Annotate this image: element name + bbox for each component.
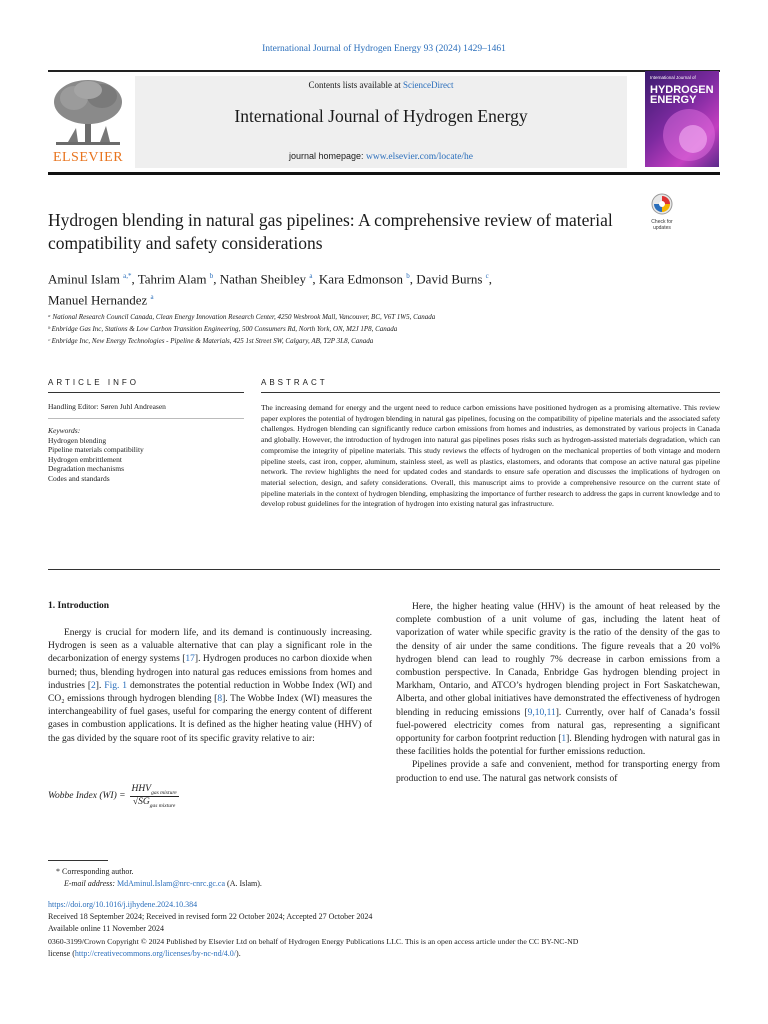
article-title: Hydrogen blending in natural gas pipelines: A comprehensive review of material compatibility and safety considerations — [48, 210, 613, 253]
abstract-heading: ABSTRACT — [261, 378, 328, 387]
intro-right-column — [396, 601, 720, 786]
license-link[interactable]: http://creativecommons.org/licenses/by-nc-nd/4.0/ — [74, 949, 237, 958]
keyword-item[interactable]: Codes and standards — [48, 473, 110, 483]
author-name[interactable]: Kara Edmonson — [318, 271, 404, 287]
footnote-rule — [48, 860, 108, 861]
intro-right-paragraph-2: Pipelines provide a safe and convenient, method for transporting energy from production to end use. The natural gas network consists of — [396, 760, 720, 784]
email-line — [64, 878, 262, 889]
available-online: Available online 11 November 2024 — [48, 924, 164, 933]
cover-title-line1: HYDROGEN — [650, 84, 714, 96]
crossmark-label-1: Check for — [651, 219, 673, 225]
license-line — [48, 948, 241, 959]
equation-numerator: HHV — [131, 784, 152, 794]
text-run: ]. Blending hydrogen with natural gas in these facilities holds the potential for further emissions reduction. — [396, 734, 720, 758]
crossmark-label-2: updates — [653, 224, 671, 231]
author-affil-mark[interactable]: a — [150, 293, 154, 302]
author-affil-mark[interactable]: a — [309, 272, 313, 280]
email-link[interactable]: MdAminul.Islam@nrc-cnrc.gc.ca — [117, 879, 226, 888]
equation-numerator-sub: gas mixture — [151, 789, 177, 796]
email-label: E-mail address: — [64, 879, 118, 888]
citation-link[interactable]: 2 — [91, 680, 96, 691]
keyword-item[interactable]: Pipeline materials compatibility — [48, 445, 144, 455]
abstract-text: The increasing demand for energy and the urgent need to reduce carbon emissions have positioned hydrogen as a promising alternative. This review paper explores the potential of hydrogen blending in natural gas pipelines, focusing on the compatibility of pipeline materials and the associated safety challenges. Hydrogen blending can significantly reduce carbon emissions from homes and industries, as demonstrated by various projects in Canada and globally. However, the introduction of hydrogen into natural gas pipelines poses risks such as hydrogen-assisted materials degradation, which can compromise the integrity of pipeline materials. This study reviews the effects of hydrogen on the mechanical properties of both vintage and modern pipeline steels, cast iron, copper, aluminum, stainless steel, as well as plastics, elastomers, and odorants that compose an active natural gas pipeline network. The review highlights the need for updated codes and standards to ensure safe operation and discusses the implications of hydrogen on material selection, design, and safety considerations. Overall, this manuscript aims to provide a comprehensive resource on the current state of pipeline materials in the context of hydrogen blending, emphasizing the importance of further research to address the gaps in current knowledge and to develop robust guidelines for the integration of hydrogen into existing natural gas infrastructure. — [261, 403, 720, 509]
cover-art-icon — [655, 105, 715, 165]
keyword-item[interactable]: Degradation mechanisms — [48, 464, 125, 474]
abstract-rule — [261, 392, 720, 393]
handling-editor: Handling Editor: Søren Juhl Andreasen — [48, 402, 166, 411]
header-thick-rule — [48, 172, 720, 175]
article-info-heading: ARTICLE INFO — [48, 378, 139, 387]
keywords-block — [48, 426, 244, 484]
header-rule — [48, 70, 720, 72]
copyright-line: 0360-3199/Crown Copyright © 2024 Published by Elsevier Ltd on behalf of Hydrogen Energy Publications LLC. This is an open access article under the CC BY-NC-ND — [48, 937, 579, 946]
author-affil-mark[interactable]: a,* — [123, 272, 132, 280]
author-list: Aminul Islam $^{a,*}$, Tahrim Alam $^b$, Nathan Sheibley $^a$, Kara Edmonson $^b$, David Burns $^c$, Manuel Hernandez $^a$ — [48, 271, 492, 308]
affiliation-a: ᵃ National Research Council Canada, Clean Energy Innovation Research Center, 4250 Wesbrook Mall, Vancouver, BC, V6T 1W5, Canada — [48, 313, 436, 321]
sciencedirect-link[interactable]: ScienceDirect — [403, 80, 454, 90]
cover-subtitle: International Journal of — [650, 75, 696, 80]
crossmark-icon — [650, 193, 674, 215]
contents-prefix: Contents lists available at — [308, 80, 403, 90]
equation-denominator: √SG — [132, 796, 150, 807]
text-run: ]. Hydrogen produces no carbon dioxide when burned; thus, blending hydrogen into natural gas reduces emissions from homes and industries [ — [48, 654, 372, 691]
received-dates: Received 18 September 2024; Received in revised form 22 October 2024; Accepted 27 October 2024 — [48, 912, 373, 921]
elsevier-tree-icon — [48, 76, 128, 148]
author-affil-mark[interactable]: b — [209, 272, 214, 280]
article-info-rule — [48, 392, 244, 393]
text-run: ]. Currently, over half of Canada’s fossil fuel-powered electricity comes from natural gas, representing a significant opportunity for carbon footprint reduction [ — [396, 707, 720, 745]
keywords-label: Keywords: — [48, 426, 81, 435]
equation-denominator-sub: gas mixture — [149, 802, 176, 809]
journal-cover[interactable] — [645, 71, 719, 167]
equation-lhs: Wobbe Index (WI) = — [48, 791, 126, 802]
wobbe-equation — [48, 784, 179, 809]
author-name[interactable]: Aminul Islam — [48, 271, 120, 287]
homepage-line — [135, 151, 627, 162]
intro-left-paragraph — [48, 627, 372, 746]
keyword-item[interactable]: Hydrogen embrittlement — [48, 454, 122, 464]
license-prefix: license ( — [48, 949, 75, 958]
text-run: Energy is crucial for modern life, and its demand is continuously increasing. Hydrogen is seen as a valuable alternative that can play a significant role in the decarbonization of energy systems [ — [48, 628, 372, 665]
citation-link[interactable]: 8 — [217, 694, 223, 705]
contents-line — [135, 80, 627, 90]
text-run: Here, the higher heating value (HHV) is the amount of heat released by the complete combustion of a unit volume of gas, including the latent heat of vaporization of water while specific gravity is the ratio of the density of the gas to the density of air under the same conditions. The figure reveals that a 20 vol% hydrogen blend can lead to roughly 7% decrease in carbon emissions from a combustion perspective. In Canada, Enbridge Gas hydrogen blending project in Markham, Ontario, and ATCO’s hydrogen blending project in Fort Saskatchewan, Alberta, and other global initiatives have demonstrated the effectiveness of hydrogen blending in reducing emissions [ — [396, 602, 720, 718]
keyword-item[interactable]: Hydrogen blending — [48, 435, 107, 445]
author-name[interactable]: David Burns — [416, 271, 483, 287]
cover-title — [650, 85, 714, 105]
author-name[interactable]: Tahrim Alam — [137, 271, 207, 287]
check-for-updates-badge[interactable] — [647, 193, 677, 231]
doi-link[interactable]: https://doi.org/10.1016/j.ijhydene.2024.10.384 — [48, 900, 198, 909]
citation-link[interactable]: 17 — [185, 654, 195, 665]
text-run: ]. — [95, 680, 105, 691]
affiliation-c: ᶜ Enbridge Inc, New Energy Technologies - Pipeline & Materials, 425 1st Street SW, Calgary, AB, T2P 3L8, Canada — [48, 337, 374, 345]
text-run: demonstrates the potential reduction in Wobbe Index (WI) and CO₂ emissions through hydrogen blending [ — [48, 680, 372, 705]
publisher-name: ELSEVIER — [52, 150, 124, 165]
affiliation-b: ᵇ Enbridge Gas Inc, Stations & Low Carbon Transition Engineering, 500 Consumers Rd, North York, ON, M2J 1P8, Canada — [48, 325, 398, 333]
author-affil-mark[interactable]: c — [485, 272, 489, 280]
figure-link[interactable]: Fig. 1 — [104, 680, 128, 691]
license-suffix: ). — [236, 949, 241, 958]
text-run: ]. The Wobbe Index (WI) measures the interchangeability of fuel gases, useful for comparing the energy content of different gases in combustion applications. It is defined as the higher heating value (HHV) of the gas divided by the square root of its specific gravity relative to air: — [48, 694, 372, 744]
author-name[interactable]: Nathan Sheibley — [219, 271, 307, 287]
citation-link[interactable]: 9,10,11 — [527, 707, 556, 718]
homepage-link[interactable]: www.elsevier.com/locate/he — [366, 152, 474, 162]
journal-title: International Journal of Hydrogen Energy — [234, 106, 528, 126]
cover-title-line2: ENERGY — [650, 94, 697, 106]
email-suffix: (A. Islam). — [225, 879, 262, 888]
author-affil-mark[interactable]: b — [406, 272, 410, 280]
journal-citation[interactable]: International Journal of Hydrogen Energy 93 (2024) 1429–1461 — [262, 44, 506, 54]
citation-link[interactable]: 1 — [561, 734, 567, 745]
abstract-bottom-rule — [48, 569, 720, 570]
info-divider — [48, 418, 244, 419]
section-heading-introduction: 1. Introduction — [48, 601, 110, 611]
author-name[interactable]: Manuel Hernandez — [48, 292, 148, 308]
equation-fraction — [130, 784, 179, 809]
corresponding-author-note: * Corresponding author. — [56, 867, 134, 876]
homepage-prefix: journal homepage: — [288, 151, 367, 161]
